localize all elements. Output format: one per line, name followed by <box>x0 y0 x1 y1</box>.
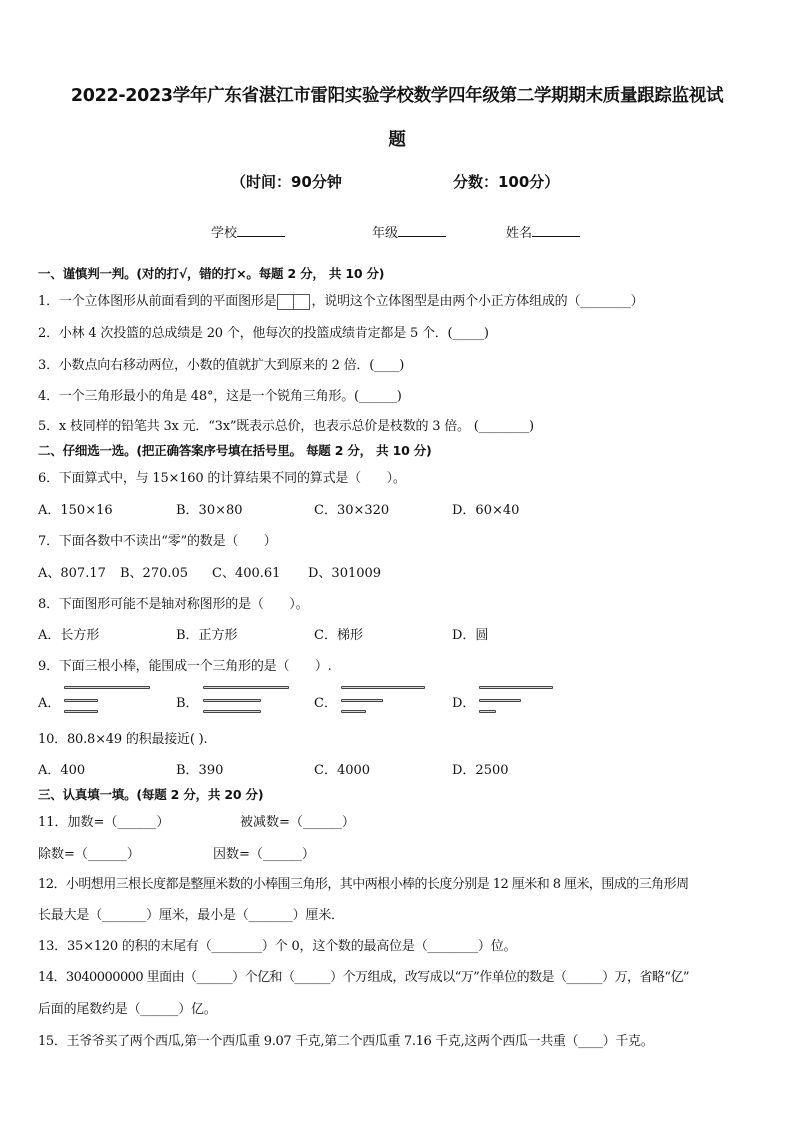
two-squares-figure <box>277 294 310 310</box>
page-title-line1: 2022-2023学年广东省湛江市雷阳实验学校数学四年级第二学期期末质量跟踪监视试 <box>70 86 724 106</box>
q9-a-long-stick <box>64 686 150 689</box>
q9-d-short-stick <box>479 710 496 713</box>
grade-blank[interactable] <box>398 223 446 237</box>
q8-option-a: A．长方形 <box>38 628 100 643</box>
school-field <box>211 222 285 241</box>
q8-option-d: D．圆 <box>452 628 489 643</box>
q9-option-d: D． <box>452 696 476 711</box>
q6-option-a: A．150×16 <box>38 503 113 518</box>
question-1-text-b: ，说明这个立体图型是由两个小正方体组成的（________） <box>311 294 644 309</box>
q9-c-mid-stick <box>341 699 383 702</box>
school-blank[interactable] <box>237 223 285 237</box>
q7-option-b: B、270.05 <box>120 566 189 581</box>
question-12-line2: 长最大是（_______）厘米，最小是（_______）厘米． <box>38 908 344 923</box>
q10-option-b: B．390 <box>176 763 224 778</box>
grade-field <box>372 222 446 241</box>
q10-option-a: A．400 <box>38 763 86 778</box>
question-11-factor: 因数=（______） <box>213 847 315 862</box>
q9-option-a: A． <box>38 696 61 711</box>
q9-option-c: C． <box>314 696 337 711</box>
question-11-minuend: 被减数=（______） <box>240 815 355 830</box>
question-7: 7．下面各数中不读出“零”的数是（ ） <box>38 534 277 549</box>
question-1-text-a: 1．一个立体图形从前面看到的平面图形是 <box>38 294 277 309</box>
q9-c-short-stick <box>341 710 366 713</box>
question-5: 5．x 枝同样的铅笔共 3x 元．“3x”既表示总价，也表示总价是枝数的 3 倍。 (________) <box>38 419 534 434</box>
q9-option-b: B． <box>176 696 199 711</box>
q7-option-c: C、400.61 <box>212 566 281 581</box>
question-11-addend: 11．加数=（______） <box>38 815 170 830</box>
question-9: 9．下面三根小棒，能围成一个三角形的是（ ）. <box>38 659 332 674</box>
question-14-line2: 后面的尾数约是（______）亿。 <box>38 1002 217 1017</box>
question-1 <box>38 290 644 310</box>
name-label: 姓名 <box>506 226 533 241</box>
q6-option-b: B．30×80 <box>176 503 243 518</box>
question-4: 4．一个三角形最小的角是 48°，这是一个锐角三角形。(______) <box>38 389 402 404</box>
q9-d-long-stick <box>479 686 553 689</box>
question-13: 13．35×120 的积的末尾有（________）个 0，这个数的最高位是（________）位。 <box>38 939 517 954</box>
grade-label: 年级 <box>372 226 399 241</box>
q10-option-d: D．2500 <box>452 763 509 778</box>
q9-b-long-stick <box>203 686 289 689</box>
name-blank[interactable] <box>532 223 580 237</box>
q9-c-long-stick <box>341 686 425 689</box>
q9-a-short-stick <box>64 710 98 713</box>
q10-option-c: C．4000 <box>314 763 371 778</box>
question-15: 15．王爷爷买了两个西瓜,第一个西瓜重 9.07 千克,第二个西瓜重 7.16 千克,这两个西瓜一共重（____）千克。 <box>38 1034 654 1049</box>
section2-title: 二、仔细选一选。(把正确答案序号填在括号里。 每题 2 分， 共 10 分) <box>38 443 432 458</box>
q9-a-mid-stick <box>64 699 98 702</box>
q9-b-short-stick <box>203 710 261 713</box>
q7-option-a: A、807.17 <box>38 566 106 581</box>
question-6: 6．下面算式中，与 15×160 的计算结果不同的算式是（ ）。 <box>38 471 406 486</box>
q7-option-d: D、301009 <box>308 566 382 581</box>
section3-title: 三、认真填一填。(每题 2 分，共 20 分) <box>38 787 264 802</box>
q6-option-d: D．60×40 <box>452 503 520 518</box>
q6-option-c: C．30×320 <box>314 503 390 518</box>
q8-option-b: B．正方形 <box>176 628 238 643</box>
page-title-line2: 题 <box>388 130 406 150</box>
question-11-divisor: 除数=（______） <box>38 847 140 862</box>
question-14-line1: 14．3040000000 里面由（______）个亿和（______）个万组成，改写成以“万”作单位的数是（______）万，省略“亿” <box>38 970 690 985</box>
section1-title: 一、谨慎判一判。(对的打√，错的打×。每题 2 分， 共 10 分) <box>38 266 385 281</box>
question-10: 10．80.8×49 的积最接近( ). <box>38 732 208 747</box>
question-8: 8．下面图形可能不是轴对称图形的是（ ）。 <box>38 597 309 612</box>
question-2: 2．小林 4 次投篮的总成绩是 20 个，他每次的投篮成绩肯定都是 5 个．(_____) <box>38 326 489 341</box>
school-label: 学校 <box>211 226 238 241</box>
q8-option-c: C．梯形 <box>314 628 363 643</box>
q9-d-mid-stick <box>479 699 521 702</box>
exam-time: （时间：90分钟 <box>231 173 342 191</box>
exam-score: 分数：100分） <box>453 173 560 191</box>
q9-b-mid-stick <box>203 699 261 702</box>
question-3: 3．小数点向右移动两位，小数的值就扩大到原来的 2 倍．(____) <box>38 358 405 373</box>
name-field <box>506 222 580 241</box>
question-12-line1: 12．小明想用三根长度都是整厘米数的小棒围三角形，其中两根小棒的长度分别是 12 厘米和 8 厘米，围成的三角形周 <box>38 877 689 892</box>
